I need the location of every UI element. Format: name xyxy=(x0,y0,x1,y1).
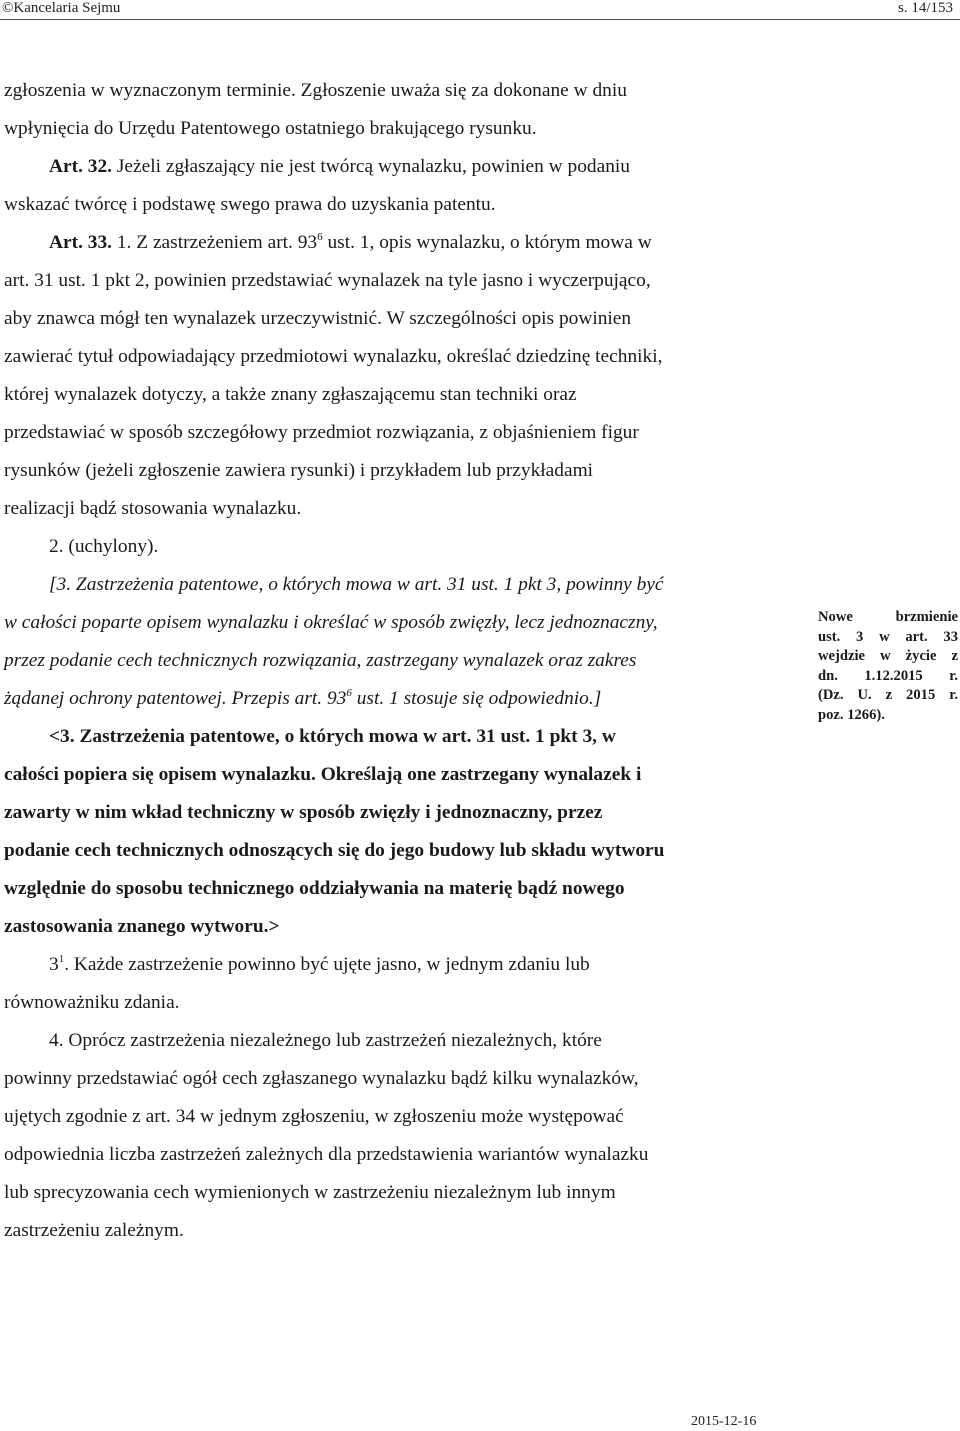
text-line: lub sprecyzowania cech wymienionych w zastrzeżeniu niezależnym lub innym xyxy=(4,1182,616,1203)
text-span: 1. Z zastrzeżeniem art. 93 xyxy=(112,232,318,253)
text-line: wskazać twórcę i podstawę swego prawa do uzyskania patentu. xyxy=(4,194,496,215)
text-line: zastosowania znanego wytworu.> xyxy=(4,916,280,937)
header-source: ©Kancelaria Sejmu xyxy=(2,0,121,16)
header-divider xyxy=(0,19,960,20)
paragraph-continuation xyxy=(4,72,774,148)
text-line: ujętych zgodnie z art. 34 w jednym zgłoszeniu, w zgłoszeniu może występować xyxy=(4,1106,624,1127)
paragraph-3-old xyxy=(4,566,774,718)
text-line: przez podanie cech technicznych rozwiązania, zastrzegany wynalazek oraz zakres xyxy=(4,650,637,671)
margin-note xyxy=(818,608,958,726)
article-label: Art. 33. xyxy=(49,232,113,253)
article-33 xyxy=(4,224,774,528)
paragraph-4 xyxy=(4,1022,774,1250)
text-line: zawarty w nim wkład techniczny w sposób zwięzły i jednoznaczny, przez xyxy=(4,802,603,823)
text-line: zastrzeżeniu zależnym. xyxy=(4,1220,184,1241)
paragraph-2 xyxy=(4,528,774,566)
footer-date: 2015-12-16 xyxy=(691,1414,757,1429)
text-line: której wynalazek dotyczy, a także znany zgłaszającemu stan techniki oraz xyxy=(4,384,577,405)
text-span: ust. 1 stosuje się odpowiednio.] xyxy=(351,688,602,709)
text-span: żądanej ochrony patentowej. Przepis art. 93 xyxy=(4,688,347,709)
text-line: powinny przedstawiać ogół cech zgłaszanego wynalazku bądź kilku wynalazków, xyxy=(4,1068,639,1089)
text-line: wpłynięcia do Urzędu Patentowego ostatniego brakującego rysunku. xyxy=(4,118,537,139)
text-span: ust. 1, opis wynalazku, o którym mowa w xyxy=(322,232,652,253)
text-line: w całości poparte opisem wynalazku i określać w sposób zwięzły, lecz jednoznaczny, xyxy=(4,612,658,633)
document-body xyxy=(4,72,774,1250)
paragraph-number: 3 xyxy=(49,954,59,975)
margin-note-line: dn. 1.12.2015 r. xyxy=(818,667,958,684)
text-line xyxy=(4,680,774,718)
text-line xyxy=(4,224,774,262)
text-span: . Każde zastrzeżenie powinno być ujęte jasno, w jednym zdaniu lub xyxy=(64,954,590,975)
text-line: całości popiera się opisem wynalazku. Określają one zastrzegany wynalazek i xyxy=(4,764,642,785)
paragraph-3-1 xyxy=(4,946,774,1022)
text-line: [3. Zastrzeżenia patentowe, o których mowa w art. 31 ust. 1 pkt 3, powinny być xyxy=(49,574,664,595)
text-line xyxy=(4,946,774,984)
text-line: realizacji bądź stosowania wynalazku. xyxy=(4,498,302,519)
margin-note-line: ust. 3 w art. 33 xyxy=(818,628,958,645)
superscript: 6 xyxy=(317,231,323,243)
text-line: względnie do sposobu technicznego oddziaływania na materię bądź nowego xyxy=(4,878,625,899)
text-line: przedstawiać w sposób szczegółowy przedmiot rozwiązania, z objaśnieniem figur xyxy=(4,422,639,443)
text-line: zawierać tytuł odpowiadający przedmiotowi wynalazku, określać dziedzinę techniki, xyxy=(4,346,663,367)
margin-note-line: (Dz. U. z 2015 r. xyxy=(818,687,958,704)
text-line: art. 31 ust. 1 pkt 2, powinien przedstawiać wynalazek na tyle jasno i wyczerpująco, xyxy=(4,270,651,291)
text-line: rysunków (jeżeli zgłoszenie zawiera rysunki) i przykładem lub przykładami xyxy=(4,460,594,481)
text-line: <3. Zastrzeżenia patentowe, o których mowa w art. 31 ust. 1 pkt 3, w xyxy=(49,726,616,747)
margin-note-line: Nowe brzmienie xyxy=(818,609,958,625)
text-line: 2. (uchylony). xyxy=(49,536,159,557)
paragraph-3-new xyxy=(4,718,774,946)
article-32 xyxy=(4,148,774,224)
margin-note-line: poz. 1266). xyxy=(818,706,885,723)
superscript: 6 xyxy=(346,687,352,699)
margin-note-line: wejdzie w życie z xyxy=(818,648,958,665)
text-line: równoważniku zdania. xyxy=(4,992,180,1013)
text-line: podanie cech technicznych odnoszących się do jego budowy lub składu wytworu xyxy=(4,840,665,861)
superscript: 1 xyxy=(58,953,65,965)
text-line: zgłoszenia w wyznaczonym terminie. Zgłoszenie uważa się za dokonane w dniu xyxy=(4,80,627,101)
page-number: s. 14/153 xyxy=(897,0,953,16)
article-label: Art. 32. xyxy=(49,156,113,177)
text-line: 4. Oprócz zastrzeżenia niezależnego lub zastrzeżeń niezależnych, które xyxy=(49,1030,602,1051)
text-line: odpowiednia liczba zastrzeżeń zależnych dla przedstawienia wariantów wynalazku xyxy=(4,1144,649,1165)
text-span: Jeżeli zgłaszający nie jest twórcą wynalazku, powinien w podaniu xyxy=(112,156,630,177)
text-line xyxy=(4,148,774,186)
text-line: aby znawca mógł ten wynalazek urzeczywistnić. W szczególności opis powinien xyxy=(4,308,632,329)
